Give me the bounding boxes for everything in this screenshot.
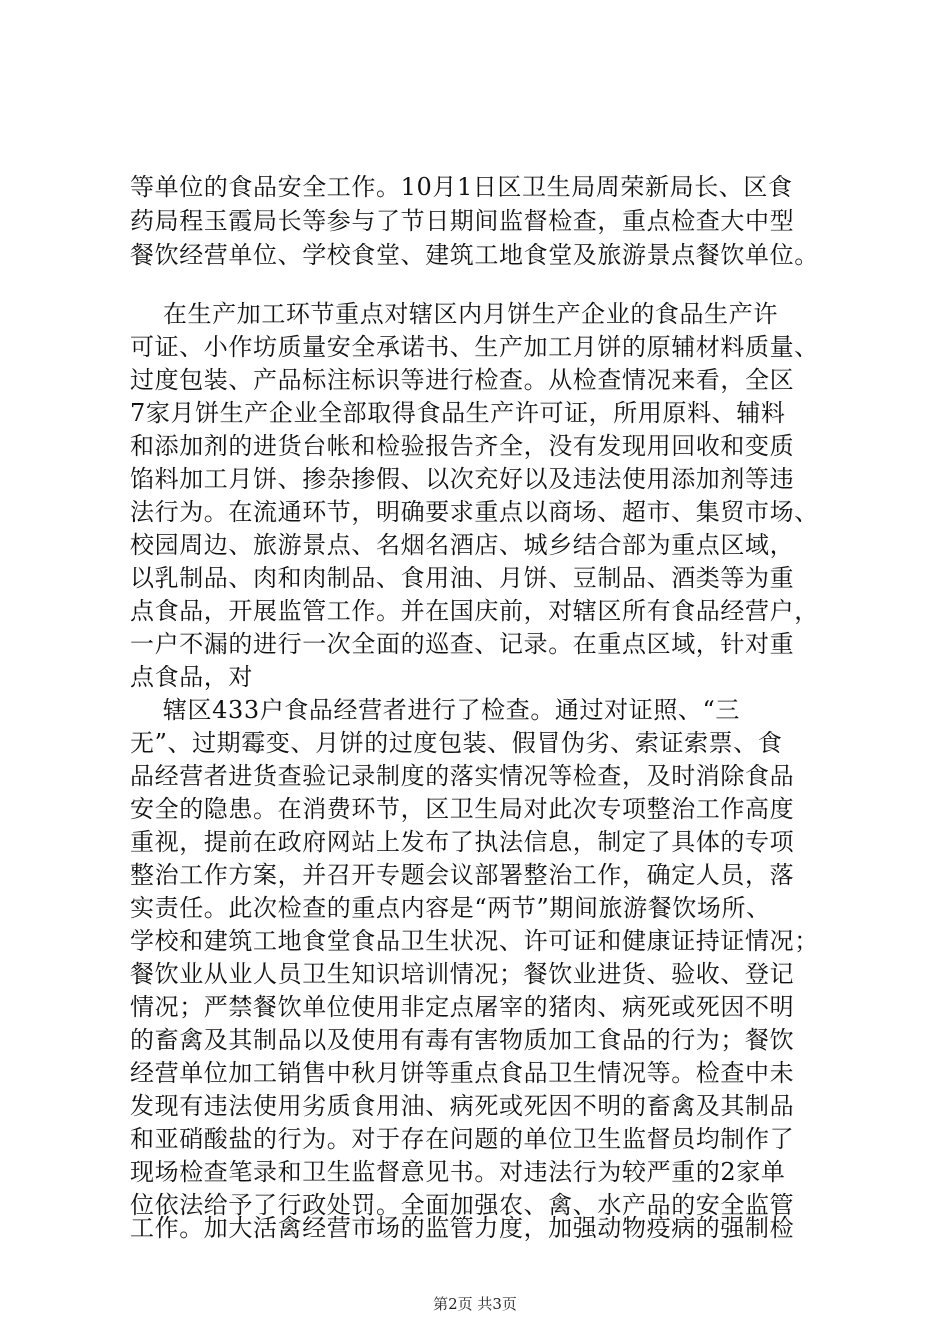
text-line: 辖区433户食品经营者进行了检查。通过对证照、“三 bbox=[130, 696, 740, 724]
text-line: 可证、小作坊质量安全承诺书、生产加工月饼的原辅材料质量、 bbox=[130, 333, 819, 361]
text-line: 无”、过期霉变、月饼的过度包装、假冒伪劣、索证索票、食 bbox=[130, 729, 783, 757]
text-line: 的畜禽及其制品以及使用有毒有害物质加工食品的行为；餐饮 bbox=[130, 1026, 795, 1054]
text-line: 过度包装、产品标注标识等进行检查。从检查情况来看，全区 bbox=[130, 366, 795, 394]
text-line: 情况；严禁餐饮单位使用非定点屠宰的猪肉、病死或死因不明 bbox=[130, 993, 795, 1021]
text-line: 和亚硝酸盐的行为。对于存在问题的单位卫生监督员均制作了 bbox=[130, 1125, 795, 1153]
text-line: 等单位的食品安全工作。10月1日区卫生局周荣新局长、区食 bbox=[130, 173, 793, 201]
text-line: 品经营者进货查验记录制度的落实情况等检查，及时消除食品 bbox=[130, 762, 795, 790]
text-line: 餐饮经营单位、学校食堂、建筑工地食堂及旅游景点餐饮单位。 bbox=[130, 241, 819, 269]
text-line: 7家月饼生产企业全部取得食品生产许可证，所用原料、辅料 bbox=[130, 399, 786, 427]
text-line: 经营单位加工销售中秋月饼等重点食品卫生情况等。检查中未 bbox=[130, 1059, 795, 1087]
text-line: 整治工作方案，并召开专题会议部署整治工作，确定人员，落 bbox=[130, 861, 795, 889]
text-line: 现场检查笔录和卫生监督意见书。对违法行为较严重的2家单 bbox=[130, 1158, 786, 1186]
text-line: 校园周边、旅游景点、名烟名酒店、城乡结合部为重点区域， bbox=[130, 531, 795, 559]
text-line: 工作。加大活禽经营市场的监管力度，加强动物疫病的强制检 bbox=[130, 1214, 795, 1242]
text-line: 餐饮业从业人员卫生知识培训情况；餐饮业进货、验收、登记 bbox=[130, 960, 795, 988]
text-line: 发现有违法使用劣质食用油、病死或死因不明的畜禽及其制品 bbox=[130, 1092, 795, 1120]
page-footer: 第2页 共3页 bbox=[433, 1295, 517, 1313]
text-line: 重视，提前在政府网站上发布了执法信息，制定了具体的专项 bbox=[130, 828, 795, 856]
text-line: 实责任。此次检查的重点内容是“两节”期间旅游餐饮场所、 bbox=[130, 894, 771, 922]
text-line: 以乳制品、肉和肉制品、食用油、月饼、豆制品、酒类等为重 bbox=[130, 564, 795, 592]
text-line: 学校和建筑工地食堂食品卫生状况、许可证和健康证持证情况； bbox=[130, 927, 819, 955]
text-line: 位依法给予了行政处罚。全面加强农、禽、水产品的安全监管 bbox=[130, 1191, 795, 1219]
text-line: 安全的隐患。在消费环节，区卫生局对此次专项整治工作高度 bbox=[130, 795, 795, 823]
text-line: 馅料加工月饼、掺杂掺假、以次充好以及违法使用添加剂等违 bbox=[130, 465, 795, 493]
text-line: 一户不漏的进行一次全面的巡查、记录。在重点区域，针对重 bbox=[130, 630, 795, 658]
text-line: 和添加剂的进货台帐和检验报告齐全，没有发现用回收和变质 bbox=[130, 432, 795, 460]
text-line: 法行为。在流通环节，明确要求重点以商场、超市、集贸市场、 bbox=[130, 498, 819, 526]
text-line: 药局程玉霞局长等参与了节日期间监督检查，重点检查大中型 bbox=[130, 207, 795, 235]
text-line: 在生产加工环节重点对辖区内月饼生产企业的食品生产许 bbox=[130, 300, 778, 328]
text-line: 点食品，开展监管工作。并在国庆前，对辖区所有食品经营户， bbox=[130, 597, 819, 625]
text-line: 点食品，对 bbox=[130, 663, 253, 691]
